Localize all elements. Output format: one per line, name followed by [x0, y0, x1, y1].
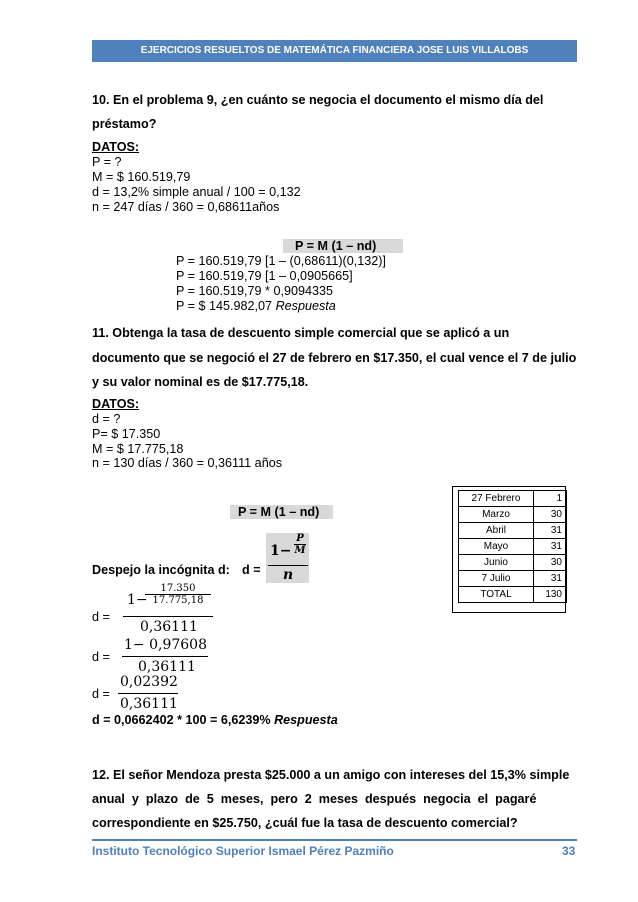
- problem10-step1: P = 160.519,79 [1 – (0,68611)(0,132)]: [176, 254, 386, 268]
- days-table-days: 31: [534, 523, 567, 539]
- footer-page-number: 33: [562, 844, 576, 858]
- days-table: [458, 490, 567, 603]
- problem11-step2-bar: [122, 656, 208, 657]
- problem11-datos-label: DATOS:: [92, 397, 140, 411]
- days-table-days: 1: [534, 491, 567, 507]
- days-table-row: [459, 491, 567, 507]
- problem11-step1-one: 1−: [127, 592, 148, 608]
- problem11-step3-label: d =: [92, 687, 110, 701]
- problem10-datos-label: DATOS:: [92, 140, 140, 154]
- problem11-step3-top: 0,02392: [120, 674, 178, 690]
- problem11-step3-bar: [118, 693, 178, 694]
- problem10-datos-p: P = ?: [92, 155, 122, 169]
- problem11-step2-bottom: 0,36111: [138, 659, 196, 675]
- problem11-datos-p: P= $ 17.350: [92, 427, 161, 441]
- problem12-line2: anual y plazo de 5 meses, pero 2 meses después negocia el pagaré: [92, 792, 537, 806]
- problem10-formula: P = M (1 – nd): [283, 239, 403, 253]
- problem11-datos-m: M = $ 17.775,18: [92, 442, 184, 456]
- frac-p: P: [296, 533, 304, 544]
- footer-institution: Instituto Tecnológico Superior Ismael Pérez Pazmiño: [92, 844, 394, 858]
- days-table-days: 31: [534, 539, 567, 555]
- problem11-step1-inner-fraction: [145, 583, 211, 606]
- problem11-frac-n: n: [283, 567, 294, 583]
- problem11-step1-bar: [123, 616, 213, 617]
- problem11-frac-main-bar: [268, 565, 308, 566]
- problem10-datos-d: d = 13,2% simple anual / 100 = 0,132: [92, 185, 301, 199]
- days-table-days: 30: [534, 555, 567, 571]
- problem10-result: P = $ 145.982,07 Respuesta: [176, 299, 336, 313]
- problem12-line3: correspondiente en $25.750, ¿cuál fue la tasa de descuento comercial?: [92, 816, 518, 830]
- frac-m: M: [294, 545, 306, 556]
- days-table-month: Junio: [459, 555, 534, 571]
- step1-den: 17.775,18: [152, 595, 204, 606]
- problem11-step2-label: d =: [92, 650, 110, 664]
- problem11-formula: P = M (1 – nd): [230, 505, 333, 519]
- problem10-datos-m: M = $ 160.519,79: [92, 170, 191, 184]
- problem11-datos-n: n = 130 días / 360 = 0,36111 años: [92, 456, 282, 470]
- problem10-question-line1: 10. En el problema 9, ¿en cuánto se negocia el documento el mismo día del: [92, 93, 544, 107]
- days-table-month: TOTAL: [459, 587, 534, 603]
- problem11-question-line3: y su valor nominal es de $17.775,18.: [92, 375, 309, 389]
- problem11-question-line2: documento que se negoció el 27 de febrero en $17.350, el cual vence el 7 de julio: [92, 351, 577, 365]
- days-table-month: Marzo: [459, 507, 534, 523]
- problem10-step2: P = 160.519,79 [1 – 0,0905665]: [176, 269, 353, 283]
- days-table-row: [459, 539, 567, 555]
- days-table-row: [459, 571, 567, 587]
- problem11-result: d = 0,0662402 * 100 = 6,6239% Respuesta: [92, 713, 338, 727]
- days-table-month: 7 Julio: [459, 571, 534, 587]
- problem11-frac-one: 1−: [270, 543, 292, 559]
- days-table-days: 130: [534, 587, 567, 603]
- days-table-row: [459, 587, 567, 603]
- days-table-row: [459, 523, 567, 539]
- days-table-days: 30: [534, 507, 567, 523]
- problem11-datos-d: d = ?: [92, 412, 121, 426]
- days-table-row: [459, 555, 567, 571]
- days-table-days: 31: [534, 571, 567, 587]
- problem11-step2-top: 1− 0,97608: [124, 637, 207, 653]
- days-table-month: Mayo: [459, 539, 534, 555]
- days-table-month: 27 Febrero: [459, 491, 534, 507]
- problem11-despejo: Despejo la incógnita d:: [92, 563, 230, 577]
- problem11-question-line1: 11. Obtenga la tasa de descuento simple comercial que se aplicó a un: [92, 326, 510, 340]
- problem10-question-line2: préstamo?: [92, 117, 157, 131]
- problem10-datos-n: n = 247 días / 360 = 0,68611años: [92, 200, 280, 214]
- problem12-line1: 12. El señor Mendoza presta $25.000 a un amigo con intereses del 15,3% simple: [92, 768, 570, 782]
- page-header: EJERCICIOS RESUELTOS DE MATEMÁTICA FINANCIERA JOSE LUIS VILLALOBS: [92, 40, 577, 62]
- problem10-step3: P = 160.519,79 * 0,9094335: [176, 284, 333, 298]
- problem11-d-equals: d =: [242, 563, 261, 577]
- problem11-step1-bottom: 0,36111: [140, 619, 198, 635]
- footer-rule: [92, 839, 577, 841]
- problem11-step3-bottom: 0,36111: [120, 696, 178, 712]
- days-table-month: Abril: [459, 523, 534, 539]
- problem11-step1-label: d =: [92, 610, 110, 624]
- days-table-row: [459, 507, 567, 523]
- problem11-frac-pm: [294, 533, 306, 556]
- step1-num: 17.350: [160, 583, 196, 594]
